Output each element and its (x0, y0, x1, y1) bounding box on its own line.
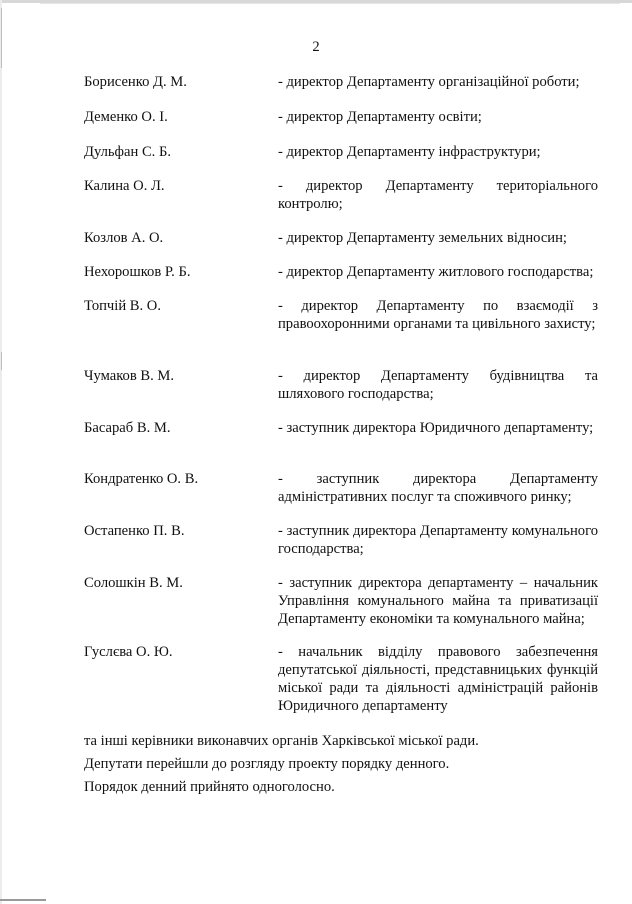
attendee-role: - заступник директора Юридичного департаменту; (278, 420, 594, 436)
attendee-role: - директор Департаменту організаційної роботи; (278, 74, 580, 90)
attendee-name: Топчій В. О. (84, 298, 161, 314)
attendee-role: - директор Департаменту по взаємодії з правоохоронними органами та цивільного захисту; (278, 298, 598, 332)
attendee-role: - директор Департаменту освіти; (278, 109, 482, 125)
attendee-role: - начальник відділу правового забезпечення депутатської діяльності, представницьких функцій міської ради та діяльності адміністрацій районів Юридичного департаменту (278, 644, 598, 714)
scan-edge-left (0, 0, 2, 904)
attendee-role: - директор Департаменту житлового господарства; (278, 264, 594, 280)
attendee-name: Борисенко Д. М. (84, 74, 187, 90)
attendee-name: Гуслєва О. Ю. (84, 644, 173, 660)
attendee-name: Деменко О. І. (84, 109, 168, 125)
closing-agenda-text: Порядок денний прийнято одноголосно. (84, 779, 335, 795)
attendee-role: - директор Департаменту будівництва та шляхового господарства; (278, 368, 598, 402)
attendee-name: Чумаков В. М. (84, 368, 175, 384)
attendee-role: - заступник директора Департаменту адміністративних послуг та споживчого ринку; (278, 471, 598, 505)
attendee-name: Солошкін В. М. (84, 575, 183, 591)
attendee-role: - заступник директора департаменту – начальник Управління комунального майна та приватизації Департаменту економіки та комунального майна; (278, 575, 598, 627)
scan-edge-bottom (0, 899, 46, 901)
scan-mark-left-middle (1, 352, 2, 370)
attendee-role: - директор Департаменту територіального контролю; (278, 178, 598, 212)
attendee-role: - директор Департаменту інфраструктури; (278, 144, 541, 160)
attendee-name: Нехорошков Р. Б. (84, 264, 191, 280)
closing-others-text: та інші керівники виконавчих органів Харківської міської ради. (84, 733, 479, 749)
attendee-role: - директор Департаменту земельних відносин; (278, 230, 567, 246)
closing-transition-text: Депутати перейшли до розгляду проекту порядку денного. (84, 756, 450, 772)
page-number: 2 (312, 39, 320, 55)
scan-line-top (40, 3, 620, 4)
attendee-name: Басараб В. М. (84, 420, 171, 436)
attendee-name: Остапенко П. В. (84, 523, 185, 539)
attendee-name: Калина О. Л. (84, 178, 165, 194)
attendee-name: Дульфан С. Б. (84, 144, 171, 160)
attendee-name: Кондратенко О. В. (84, 471, 199, 487)
attendee-name: Козлов А. О. (84, 230, 164, 246)
attendee-role: - заступник директора Департаменту комунального господарства; (278, 523, 598, 557)
